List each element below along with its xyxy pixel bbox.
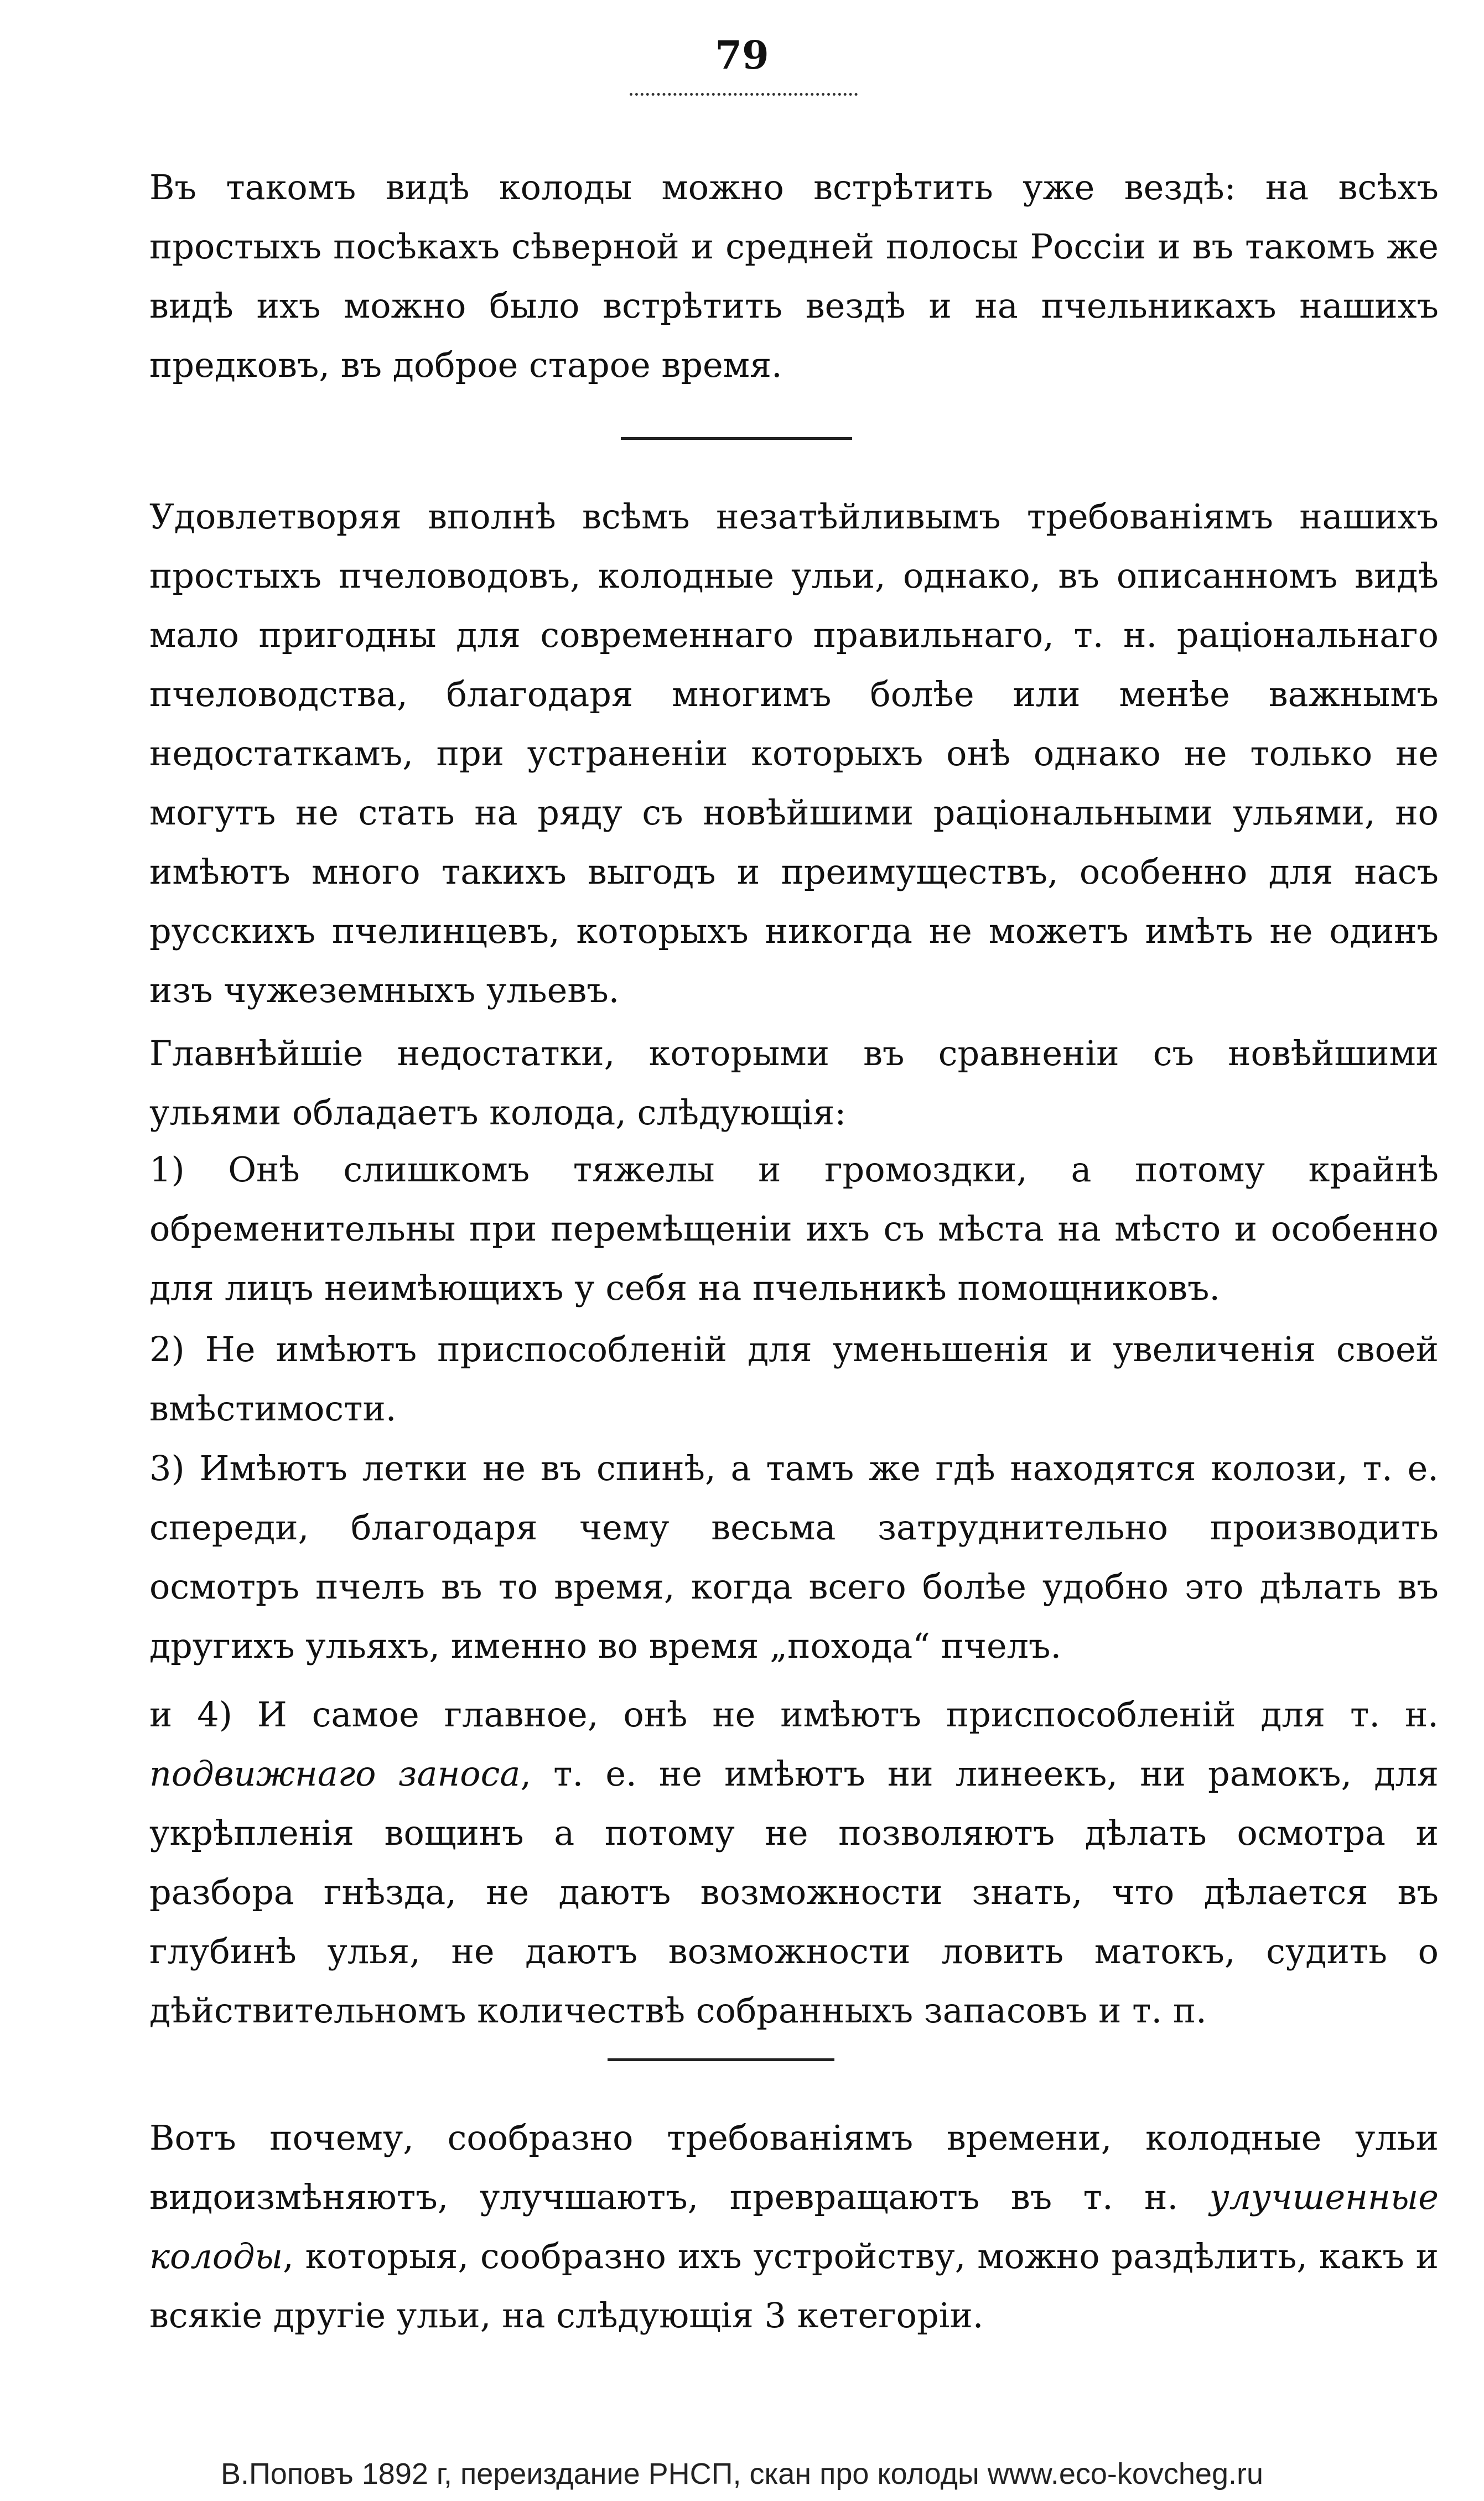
- list-item-4: [149, 1685, 1439, 2040]
- list-item-1: 1) Онѣ слишкомъ тяжелы и громоздки, а потому крайнѣ обременительны при перемѣщеніи ихъ съ мѣста на мѣсто и особенно для лицъ неимѣющихъ у себя на пчельникѣ помощниковъ.: [149, 1149, 1439, 1308]
- list-item-3: 3) Имѣютъ летки не въ спинѣ, а тамъ же гдѣ находятся колози, т. е. спереди, благодаря чему весьма затруднительно производить осмотръ пчелъ въ то время, когда всего болѣе удобно это дѣлать въ другихъ ульяхъ, именно во время „похода“ пчелъ.: [149, 1448, 1439, 1666]
- page-number: 79: [715, 32, 769, 78]
- paragraph-categories: [149, 2108, 1439, 2345]
- paragraph-categories-part-a: Вотъ почему, сообразно требованіямъ времени, колодные ульи видоизмѣняютъ, улучшаютъ, превращаютъ въ т. н.: [149, 2118, 1439, 2217]
- intro-paragraph: Въ такомъ видѣ колоды можно встрѣтить уже вездѣ: на всѣхъ простыхъ посѣкахъ сѣверной и средней полосы Россіи и въ такомъ же видѣ ихъ можно было встрѣтить вездѣ и на пчельникахъ нашихъ предковъ, въ доброе старое время.: [149, 167, 1439, 385]
- paragraph-advantages: Удовлетворяя вполнѣ всѣмъ незатѣйливымъ требованіямъ нашихъ простыхъ пчеловодовъ, колодные ульи, однако, въ описанномъ видѣ мало пригодны для современнаго правильнаго, т. н. раціональнаго пчеловодства, благодаря многимъ болѣе или менѣе важнымъ недостаткамъ, при устраненіи которыхъ онѣ однако не только не могутъ не стать на ряду съ новѣйшими раціональными ульями, но имѣютъ много такихъ выгодъ и преимуществъ, особенно для насъ русскихъ пчелинцевъ, которыхъ никогда не можетъ имѣть не одинъ изъ чужеземныхъ ульевъ.: [149, 496, 1439, 1010]
- list-item-2: 2) Не имѣютъ приспособленій для уменьшенія и увеличенія своей вмѣстимости.: [149, 1329, 1439, 1429]
- list-item-4-part-a: и 4) И самое главное, онѣ не имѣютъ приспособленій для т. н.: [149, 1694, 1439, 1735]
- list-item-4-italic-term: подвижнаго заноса: [149, 1753, 521, 1794]
- section-divider-2: [608, 2058, 834, 2061]
- paragraph-categories-italic-term: улучшенные колоды: [149, 2177, 1439, 2276]
- list-item-4-part-b: , т. е. не имѣютъ ни линеекъ, ни рамокъ, для укрѣпленія вощинъ а потому не позволяютъ дѣлать осмотра и разбора гнѣзда, не даютъ возможности знать, что дѣлается въ глубинѣ улья, не даютъ возможности ловить матокъ, судить о дѣйствительномъ количествѣ собранныхъ запасовъ и т. п.: [149, 1753, 1439, 2031]
- paragraph-shortcomings-intro: Главнѣйшіе недостатки, которыми въ сравненіи съ новѣйшими ульями обладаетъ колода, слѣдующія:: [149, 1033, 1439, 1133]
- paragraph-categories-part-b: , которыя, сообразно ихъ устройству, можно раздѣлить, какъ и всякіе другіе ульи, на слѣдующія 3 кетегоріи.: [149, 2236, 1439, 2336]
- page-number-underline: [630, 93, 858, 96]
- section-divider-1: [621, 437, 852, 440]
- scan-credit-footer: В.Поповъ 1892 г, переиздание РНСП, скан про колоды www.eco-kovcheg.ru: [220, 2457, 1264, 2490]
